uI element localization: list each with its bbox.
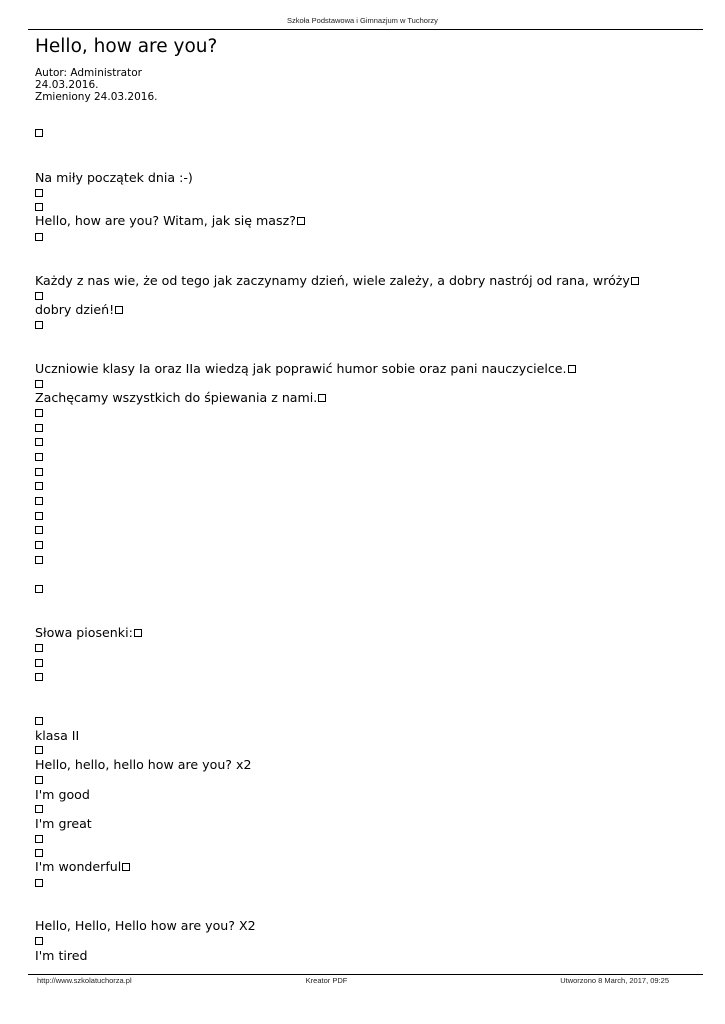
placeholder-box-row [35, 640, 43, 655]
text-line: Hello, hello, hello how are you? x2 [35, 757, 252, 772]
missing-glyph-box [35, 937, 43, 945]
placeholder-box-row [35, 405, 43, 420]
placeholder-box-row [35, 478, 43, 493]
header-rule [28, 29, 703, 30]
placeholder-box-row [35, 464, 43, 479]
placeholder-box-row [35, 831, 43, 846]
page-header: Szkoła Podstawowa i Gimnazjum w Tuchorzy [287, 16, 438, 25]
placeholder-box-row [35, 537, 43, 552]
missing-glyph-box [35, 805, 43, 813]
placeholder-box-row [35, 229, 43, 244]
text-line: dobry dzień! [35, 302, 123, 317]
missing-glyph-box [35, 835, 43, 843]
placeholder-box-row [35, 933, 43, 948]
missing-glyph-box [35, 556, 43, 564]
text-line: I'm wonderful [35, 859, 130, 874]
placeholder-box-row [35, 772, 43, 787]
missing-glyph-box [35, 879, 43, 887]
placeholder-box-row [35, 317, 43, 332]
missing-glyph-box [35, 409, 43, 417]
placeholder-box-row [35, 449, 43, 464]
placeholder-box-row [35, 845, 43, 860]
missing-glyph-box [134, 629, 142, 637]
placeholder-box-row [35, 185, 43, 200]
missing-glyph-box [35, 292, 43, 300]
missing-glyph-box [35, 849, 43, 857]
missing-glyph-box [35, 424, 43, 432]
placeholder-box-row [35, 669, 43, 684]
placeholder-box-row [35, 655, 43, 670]
missing-glyph-box [35, 438, 43, 446]
text-line: I'm good [35, 787, 90, 802]
placeholder-box-row [35, 742, 43, 757]
placeholder-box-row [35, 125, 43, 140]
missing-glyph-box [122, 863, 130, 871]
missing-glyph-box [35, 482, 43, 490]
missing-glyph-box [115, 306, 123, 314]
text-line: Zachęcamy wszystkich do śpiewania z nami. [35, 390, 326, 405]
text-line: Hello, how are you? Witam, jak się masz? [35, 213, 305, 228]
missing-glyph-box [35, 189, 43, 197]
missing-glyph-box [568, 365, 576, 373]
missing-glyph-box [35, 321, 43, 329]
placeholder-box-row [35, 434, 43, 449]
missing-glyph-box [35, 644, 43, 652]
article-author: Autor: Administrator [35, 67, 142, 79]
missing-glyph-box [35, 203, 43, 211]
placeholder-box-row [35, 420, 43, 435]
missing-glyph-box [35, 776, 43, 784]
missing-glyph-box [318, 394, 326, 402]
missing-glyph-box [35, 512, 43, 520]
missing-glyph-box [35, 673, 43, 681]
placeholder-box-row [35, 199, 43, 214]
missing-glyph-box [35, 541, 43, 549]
missing-glyph-box [35, 380, 43, 388]
missing-glyph-box [35, 659, 43, 667]
footer-created-date: Utworzono 8 March, 2017, 09:25 [560, 976, 669, 985]
article-date: 24.03.2016. [35, 79, 99, 91]
missing-glyph-box [35, 129, 43, 137]
text-line: Słowa piosenki: [35, 625, 142, 640]
placeholder-box-row [35, 508, 43, 523]
text-line: I'm great [35, 816, 92, 831]
text-line: Hello, Hello, Hello how are you? X2 [35, 918, 256, 933]
missing-glyph-box [35, 468, 43, 476]
placeholder-box-row [35, 552, 43, 567]
missing-glyph-box [631, 277, 639, 285]
missing-glyph-box [35, 526, 43, 534]
placeholder-box-row [35, 288, 43, 303]
text-line: I'm tired [35, 948, 88, 963]
missing-glyph-box [297, 217, 305, 225]
missing-glyph-box [35, 453, 43, 461]
missing-glyph-box [35, 233, 43, 241]
footer-rule [28, 974, 703, 975]
placeholder-box-row [35, 493, 43, 508]
missing-glyph-box [35, 497, 43, 505]
text-line: Każdy z nas wie, że od tego jak zaczynamy dzień, wiele zależy, a dobry nastrój od rana, wróży [35, 273, 639, 288]
article-title: Hello, how are you? [35, 36, 218, 57]
placeholder-box-row [35, 801, 43, 816]
missing-glyph-box [35, 746, 43, 754]
text-line: klasa II [35, 728, 80, 743]
placeholder-box-row [35, 522, 43, 537]
placeholder-box-row [35, 713, 43, 728]
footer-generator: Kreator PDF [305, 976, 348, 985]
footer-site-link[interactable]: http://www.szkolatuchorza.pl [37, 976, 132, 985]
missing-glyph-box [35, 717, 43, 725]
text-line: Uczniowie klasy Ia oraz IIa wiedzą jak poprawić humor sobie oraz pani nauczycielce. [35, 361, 576, 376]
placeholder-box-row [35, 875, 43, 890]
placeholder-box-row [35, 376, 43, 391]
missing-glyph-box [35, 585, 43, 593]
article-modified: Zmieniony 24.03.2016. [35, 91, 158, 103]
placeholder-box-row [35, 581, 43, 596]
text-line: Na miły początek dnia :-) [35, 170, 193, 185]
